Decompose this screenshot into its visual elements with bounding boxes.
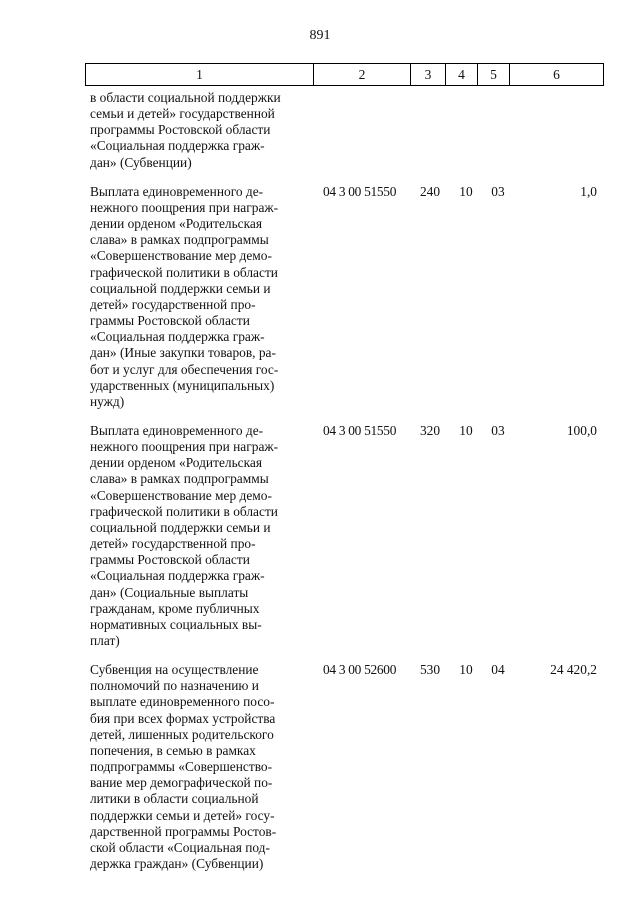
- subsection-code: 03: [491, 422, 505, 438]
- column-header-6: 6: [510, 64, 604, 86]
- column-header-3: 3: [411, 64, 446, 86]
- column-header-1: 1: [86, 64, 314, 86]
- amount-value: 100,0: [566, 422, 597, 438]
- table-header: [85, 63, 604, 86]
- subsection-code: 04: [491, 662, 505, 678]
- column-number-row: [86, 64, 604, 86]
- row-description: в области социальной поддержки семьи и детей» государственной программы Ростовской области «Социальная поддержка граж- дан» (Субвенции): [90, 90, 281, 170]
- section-code: 10: [459, 662, 473, 678]
- row-description: Выплата единовременного де- нежного поощрения при награж- дении орденом «Родительская слава» в рамках подпрограммы «Совершенствование мер демо- графической политики в области социальной поддержки семьи и детей» государственной про- граммы Ростовской области «Социальная поддержка граж- дан» (Социальные выплаты гражданам, кроме публичных нормативных социальных вы- плат): [90, 422, 279, 648]
- table-row: [85, 90, 603, 171]
- table-row: [85, 184, 603, 410]
- table-row: [85, 423, 603, 649]
- column-header-4: 4: [446, 64, 478, 86]
- expense-type-code: 530: [419, 662, 441, 678]
- target-article-code: 04 3 00 52600: [323, 662, 397, 678]
- subsection-code: 03: [491, 183, 505, 199]
- table-row: [85, 662, 603, 872]
- column-header-2: 2: [314, 64, 411, 86]
- target-article-code: 04 3 00 51550: [323, 183, 397, 199]
- amount-value: 24 420,2: [550, 662, 597, 678]
- target-article-code: 04 3 00 51550: [323, 422, 397, 438]
- expense-type-code: 320: [419, 422, 441, 438]
- row-description: Субвенция на осуществление полномочий по назначению и выплате единовременного посо- бия при всех формах устройства детей, лишенных родительского попечения, в семью в рамках подпрограммы «Совершенство- вание мер демографической по- литики в области социальной поддержки семьи и детей» госу- дарственной программы Ростов- ской области «Социальная под- держка граждан» (Субвенции): [90, 662, 277, 872]
- page-number: 891: [309, 28, 331, 43]
- column-header-5: 5: [478, 64, 510, 86]
- row-description: Выплата единовременного де- нежного поощрения при награж- дении орденом «Родительская слава» в рамках подпрограммы «Совершенствование мер демо- графической политики в области социальной поддержки семьи и детей» государственной про- граммы Ростовской области «Социальная поддержка граж- дан» (Иные закупки товаров, ра- бот и услуг для обеспечения гос- ударственных (муниципальных) нужд): [90, 183, 279, 409]
- table-body: [85, 90, 603, 872]
- section-code: 10: [459, 183, 473, 199]
- section-code: 10: [459, 422, 473, 438]
- amount-value: 1,0: [580, 183, 597, 199]
- expense-type-code: 240: [419, 183, 441, 199]
